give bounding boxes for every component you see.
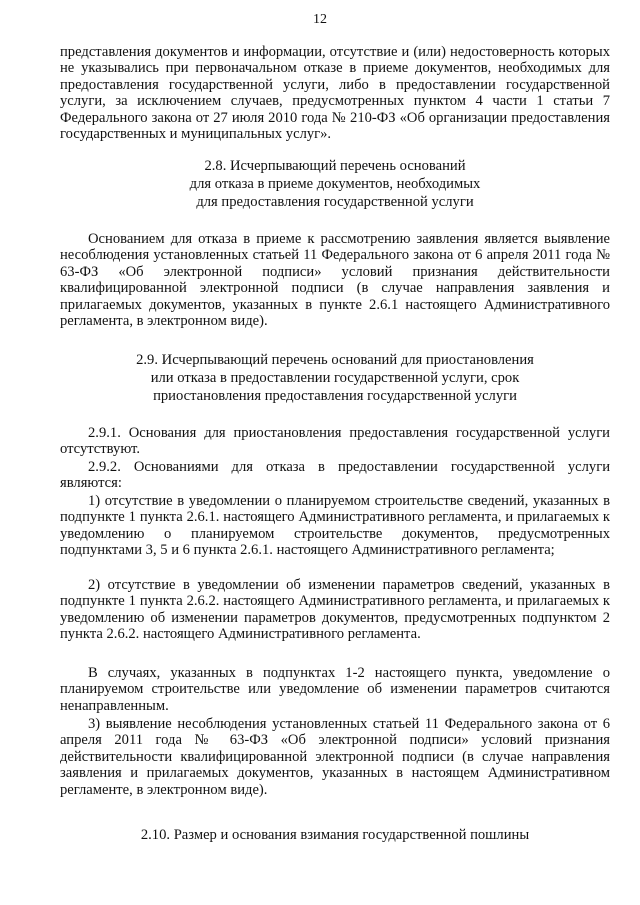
heading-line: или отказа в предоставлении государственной услуги, срок [150,370,520,386]
heading-2-10: 2.10. Размер и основания взимания государственной пошлины [140,827,530,843]
paragraph-2-8-basis: Основанием для отказа в приеме к рассмотрению заявления является выявление несоблюдения установленных статьей 11 Федерального закона от 6 апреля 2011 года № 63-ФЗ «Об электронной подписи» условий признания действительности квалифицированной электронной подписи (в случае направления заявления и прилагаемых документов, указанных в пункте 2.6.1 настоящего Административного регламента, в электронном виде). [60,231,610,330]
heading-line: для отказа в приеме документов, необходимых [189,176,481,192]
heading-2-9 [60,351,610,405]
heading-line: 2.9. Исчерпывающий перечень оснований для приостановления [136,352,534,368]
list-item-1: 1) отсутствие в уведомлении о планируемом строительстве сведений, указанных в подпункте 1 пункта 2.6.1. настоящего Административного регламента, и прилагаемых к уведомлению о планируемом строительстве документов, предусмотренных подпунктами 3, 5 и 6 пункта 2.6.1. настоящего Административного регламента; [60,493,610,559]
heading-2-8 [60,157,610,211]
heading-line: для предоставления государственной услуги [196,194,474,210]
heading-line: приостановления предоставления государственной услуги [153,388,517,404]
page-number: 12 [313,12,327,27]
paragraph-cases: В случаях, указанных в подпунктах 1-2 настоящего пункта, уведомление о планируемом строительстве или уведомление об изменении параметров считаются ненаправленным. [60,665,610,714]
list-item-3: 3) выявление несоблюдения установленных статьей 11 Федерального закона от 6 апреля 2011 года № 63-ФЗ «Об электронной подписи» условий признания действительности квалифицированной электронной подписи (в случае направления заявления и прилагаемых документов, указанных в настоящем Административном регламенте, в электронном виде). [60,716,610,798]
heading-line: 2.8. Исчерпывающий перечень оснований [204,158,466,174]
paragraph-2-9-2: 2.9.2. Основаниями для отказа в предоставлении государственной услуги являются: [60,459,610,492]
paragraph-2-9-1: 2.9.1. Основания для приостановления предоставления государственной услуги отсутствуют. [60,425,610,458]
list-item-2: 2) отсутствие в уведомлении об изменении параметров сведений, указанных в подпункте 1 пункта 2.6.2. настоящего Административного регламента, и прилагаемых к уведомлению об изменении параметров документов, предусмотренных подпунктом 2 пункта 2.6.2. настоящего Административного регламента. [60,577,610,643]
paragraph-continuation: представления документов и информации, отсутствие и (или) недостоверность которых не указывались при первоначальном отказе в приеме документов, необходимых для предоставления государственной услуги, либо в предоставлении государственной услуги, за исключением случаев, предусмотренных пунктом 4 части 1 статьи 7 Федерального закона от 27 июля 2010 года № 210-ФЗ «Об организации предоставления государственных и муниципальных услуг». [60,44,610,143]
